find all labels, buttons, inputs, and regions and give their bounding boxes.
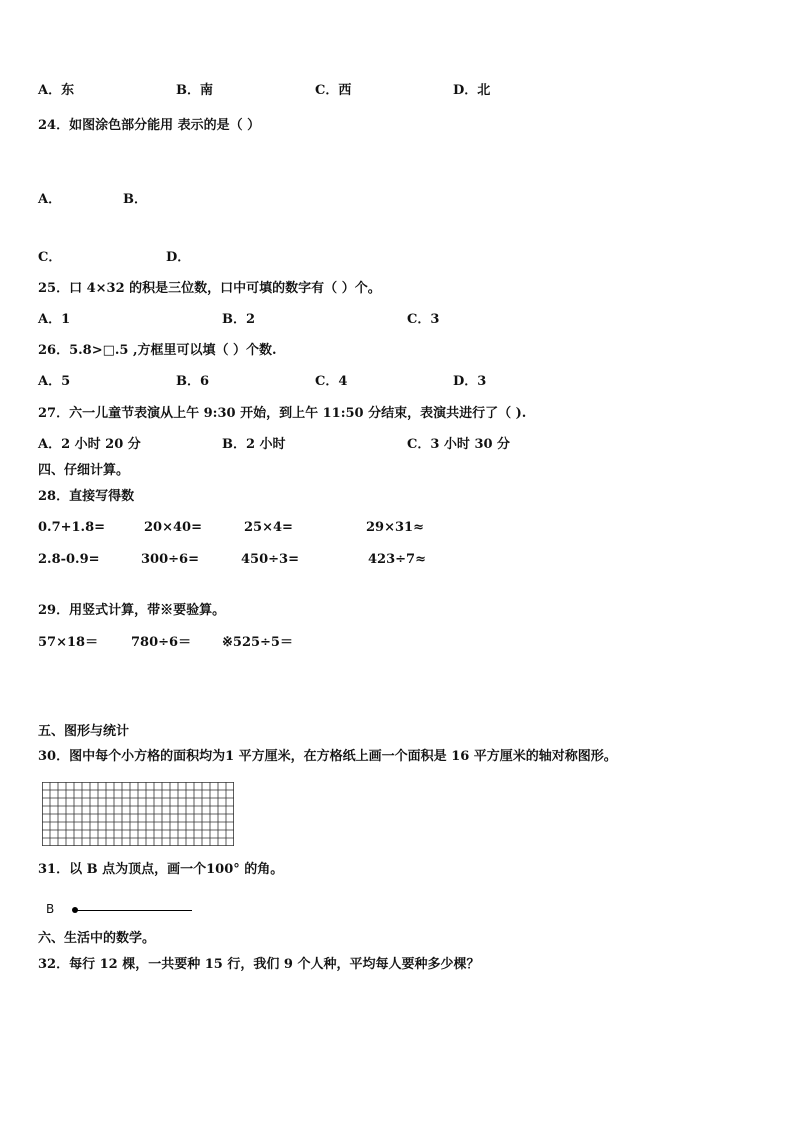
q24-stem: 24．如图涂色部分能用 表示的是（ ） bbox=[38, 118, 261, 133]
q25-option-a: A．1 bbox=[38, 312, 71, 327]
q23-option-d: D．北 bbox=[453, 83, 491, 98]
q24-option-c: C． bbox=[38, 250, 62, 265]
square-grid-paper bbox=[42, 782, 234, 846]
q28-expr: 450÷3= bbox=[241, 552, 299, 567]
q24-option-b: B． bbox=[123, 192, 147, 207]
q29-stem: 29．用竖式计算，带※要验算。 bbox=[38, 603, 226, 618]
q26-stem: 26．5.8>□.5 ,方框里可以填（ ）个数. bbox=[38, 343, 277, 358]
q28-expr: 2.8-0.9= bbox=[38, 552, 100, 567]
q29-expr: ※525÷5＝ bbox=[222, 635, 293, 650]
q25-stem: 25．口 4×32 的积是三位数，口中可填的数字有（ ）个。 bbox=[38, 281, 381, 296]
q29-expr: 57×18＝ bbox=[38, 635, 99, 650]
q27-option-b: B．2 小时 bbox=[222, 437, 286, 452]
q27-stem: 27．六一儿童节表演从上午 9:30 开始，到上午 11:50 分结束，表演共进行了（ ). bbox=[38, 406, 527, 421]
section-4-heading: 四、仔细计算。 bbox=[38, 463, 130, 478]
q28-expr: 423÷7≈ bbox=[368, 552, 426, 567]
q31-stem: 31．以 B 点为顶点，画一个100° 的角。 bbox=[38, 862, 284, 877]
q27-option-a: A．2 小时 20 分 bbox=[38, 437, 141, 452]
q28-expr: 25×4= bbox=[244, 520, 293, 535]
q25-option-b: B．2 bbox=[222, 312, 256, 327]
q23-option-b: B．南 bbox=[176, 83, 213, 98]
q28-expr: 300÷6= bbox=[141, 552, 199, 567]
q28-expr: 20×40= bbox=[144, 520, 202, 535]
q29-expr: 780÷6＝ bbox=[131, 635, 192, 650]
ray-from-b bbox=[75, 910, 192, 911]
q23-option-a: A．东 bbox=[38, 83, 75, 98]
q26-option-b: B．6 bbox=[176, 374, 210, 389]
q24-option-a: A． bbox=[38, 192, 62, 207]
point-b-label: B bbox=[46, 902, 55, 916]
q27-option-c: C．3 小时 30 分 bbox=[407, 437, 511, 452]
q26-option-a: A．5 bbox=[38, 374, 71, 389]
q28-expr: 29×31≈ bbox=[366, 520, 424, 535]
q28-stem: 28．直接写得数 bbox=[38, 489, 135, 504]
section-5-heading: 五、图形与统计 bbox=[38, 724, 130, 739]
q26-option-c: C．4 bbox=[315, 374, 348, 389]
section-6-heading: 六、生活中的数学。 bbox=[38, 931, 156, 946]
q23-option-c: C．西 bbox=[315, 83, 352, 98]
q25-option-c: C．3 bbox=[407, 312, 440, 327]
q28-expr: 0.7+1.8= bbox=[38, 520, 106, 535]
q30-stem: 30．图中每个小方格的面积均为1 平方厘米，在方格纸上画一个面积是 16 平方厘米的轴对称图形。 bbox=[38, 749, 617, 764]
q24-option-d: D． bbox=[166, 250, 191, 265]
q26-option-d: D．3 bbox=[453, 374, 487, 389]
q32-stem: 32．每行 12 棵，一共要种 15 行，我们 9 个人种，平均每人要种多少棵？ bbox=[38, 957, 480, 972]
